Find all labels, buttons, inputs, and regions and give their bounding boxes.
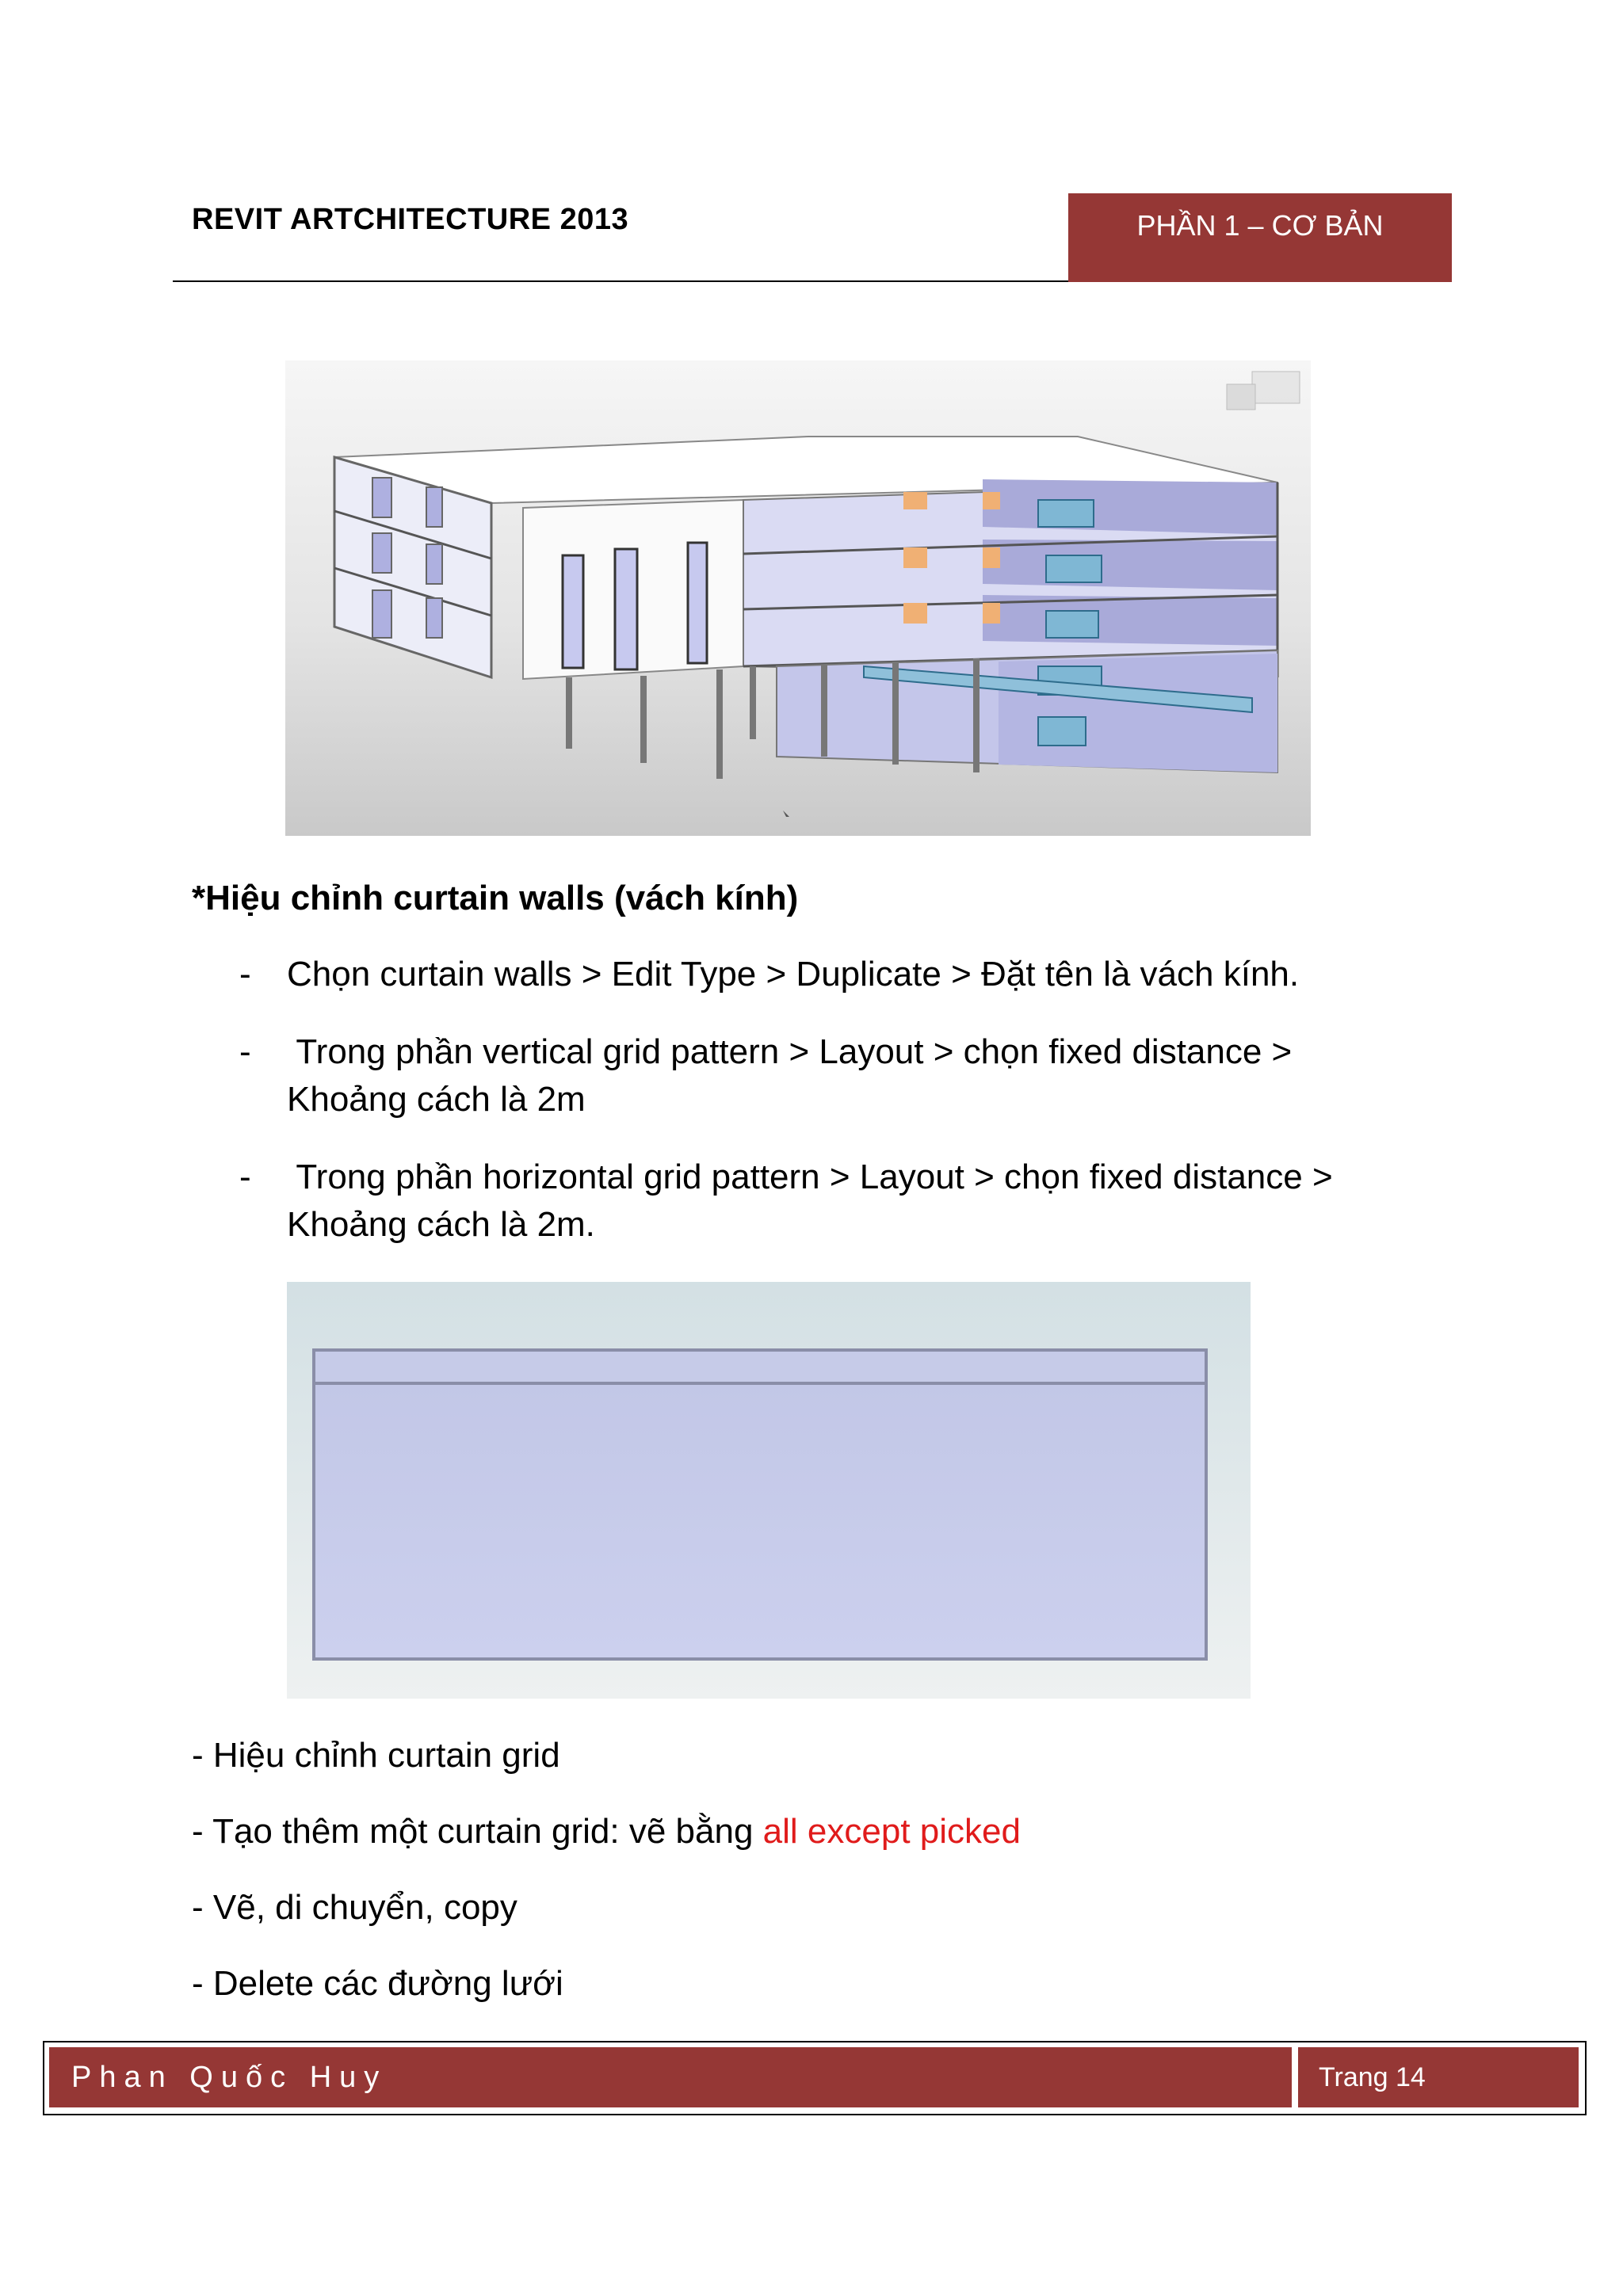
- note-line: - Hiệu chỉnh curtain grid: [192, 1736, 560, 1775]
- bullet-text-line: Khoảng cách là 2m: [287, 1080, 586, 1119]
- bullet-dash: -: [239, 955, 251, 994]
- note-line: - Vẽ, di chuyển, copy: [192, 1888, 517, 1927]
- footer-author: Phan Quốc Huy: [49, 2047, 1292, 2107]
- bullet-text-line: Khoảng cách là 2m.: [287, 1205, 595, 1244]
- bullet-text-line: Trong phần horizontal grid pattern > Layout > chọn fixed distance >: [287, 1158, 1333, 1196]
- note-line: - Delete các đường lưới: [192, 1964, 563, 2003]
- footer-page: [1298, 2047, 1579, 2107]
- bullet-text-line: Chọn curtain walls > Edit Type > Duplicate > Đặt tên là vách kính.: [287, 955, 1300, 994]
- page-label: Trang: [1319, 2061, 1388, 2092]
- bullet-dash: -: [239, 1158, 251, 1196]
- section-heading: *Hiệu chỉnh curtain walls (vách kính): [192, 879, 799, 917]
- header-section-tag: PHẦN 1 – CƠ BẢN: [1068, 193, 1452, 282]
- note-text: - Tạo thêm một curtain grid: vẽ bằng: [192, 1812, 763, 1851]
- page-number: 14: [1396, 2061, 1426, 2092]
- highlight-text: all except picked: [762, 1812, 1021, 1851]
- note-line-highlight: [192, 1808, 1021, 1855]
- bullet-dash: -: [239, 1032, 251, 1071]
- header-title: REVIT ARTCHITECTURE 2013: [192, 203, 629, 236]
- building-model-figure: [285, 360, 1311, 836]
- header-rule: [173, 280, 1068, 282]
- curtain-wall-figure: [287, 1282, 1251, 1699]
- bullet-text-line: Trong phần vertical grid pattern > Layout > chọn fixed distance >: [287, 1032, 1293, 1071]
